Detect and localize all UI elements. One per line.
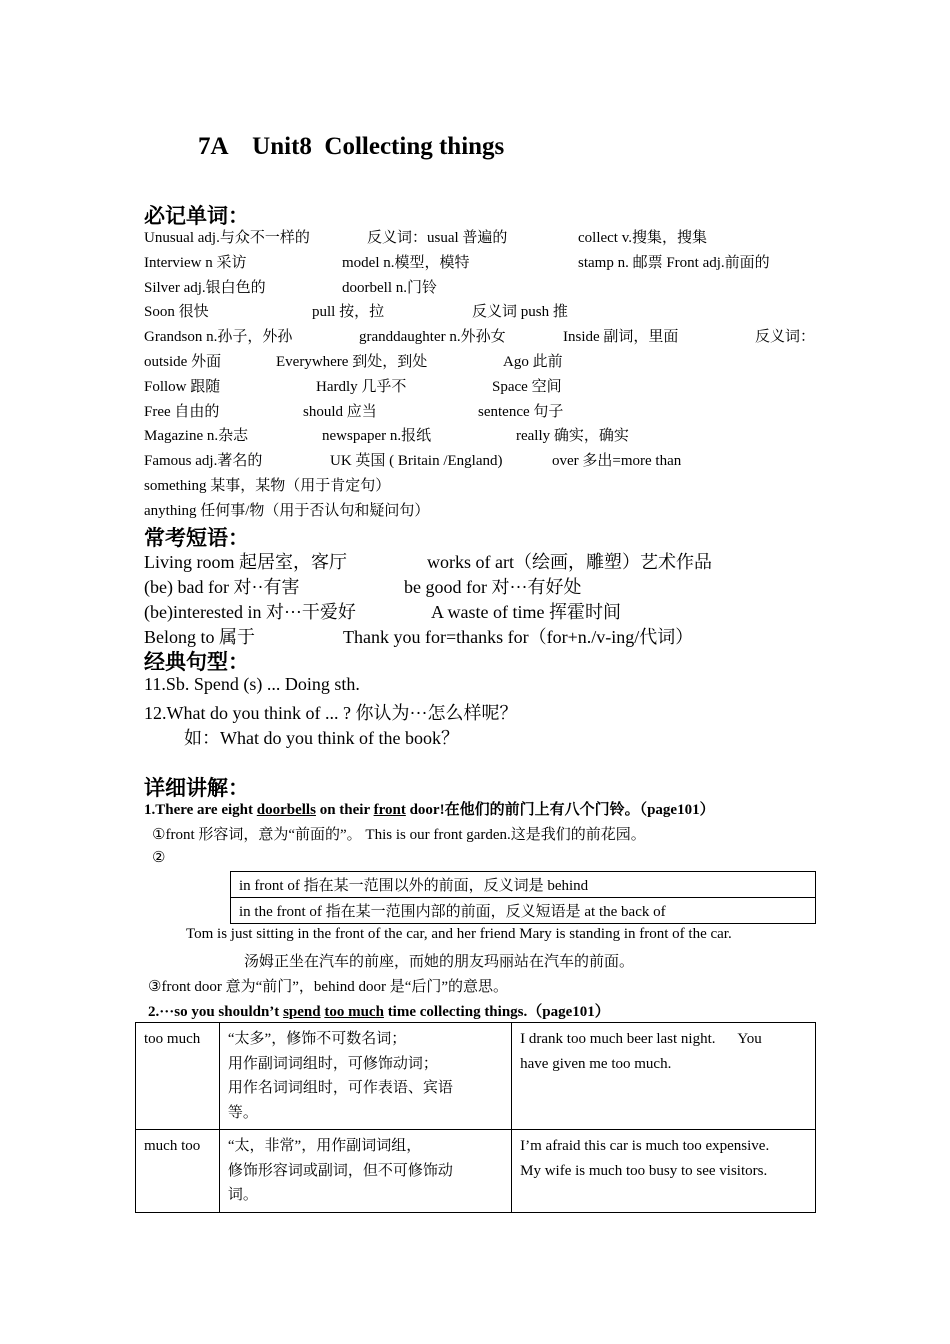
vocab-entry: Follow 跟随 [144, 378, 221, 395]
detail-item-2 [148, 1000, 610, 1022]
example-sentence-en: Tom is just sitting in the front of the car, and her friend Mary is standing in front of the car. [186, 926, 732, 942]
vocab-entry: 反义词：usual 普遍的 [367, 230, 508, 246]
vocab-entry: pull 按，拉 [312, 304, 385, 321]
vocab-entry: Hardly 几乎不 [316, 378, 407, 395]
example-cell [512, 1130, 816, 1213]
vocab-entry: stamp n. 邮票 Front adj.前面的 [578, 254, 770, 271]
vocab-entry: 反义词 push 推 [472, 304, 568, 321]
vocab-entry: 反义词： [755, 329, 816, 346]
explain-cell [219, 1023, 511, 1130]
vocab-entry: collect v.搜集，搜集 [578, 230, 708, 246]
explain-line: 等。 [227, 1104, 258, 1121]
vocab-entry: Ago 此前 [503, 354, 563, 370]
phrase-entry: Thank you for=thanks for（for+n./v-ing/代词） [343, 627, 694, 647]
section-heading-phrases: 常考短语： [144, 526, 249, 550]
vocab-entry: Grandson n.孙子，外孙 [144, 329, 293, 346]
example-line: have given me too much. [520, 1055, 672, 1072]
too-much-vs-much-too-table [135, 1022, 816, 1213]
explain-line: “太多”，修饰不可数名词； [227, 1031, 407, 1047]
vocab-entry: model n.模型，模特 [342, 254, 470, 271]
phrase-entry: Belong to 属于 [144, 627, 255, 647]
note-1: ①front 形容词，意为“前面的”。 This is our front garden.这是我们的前花园。 [152, 827, 646, 843]
table-cell: in front of 指在某一范围以外的前面，反义词是 behind [231, 872, 816, 898]
vocab-entry: Magazine n.杂志 [144, 428, 249, 445]
underlined-word: doorbells [256, 802, 316, 818]
example-cell [512, 1023, 816, 1130]
term-cell: much too [136, 1130, 220, 1213]
table-row [231, 898, 816, 924]
vocab-entry: Everywhere 到处，到处 [276, 354, 428, 370]
sentence-example: 如：What do you think of the book？ [184, 728, 459, 748]
detail-item-1-prefix: 1.There are eight [144, 802, 257, 818]
sentence-pattern: 12.What do you think of ... ? 你认为···怎么样呢？ [144, 703, 518, 723]
explain-line: 用作副词词组时，可修饰动词； [227, 1055, 438, 1072]
detail-item-2-suffix: time collecting things.（page101） [383, 1004, 610, 1020]
phrase-entry: (be) bad for 对··有害 [144, 577, 300, 597]
vocab-entry: should 应当 [303, 403, 377, 420]
phrase-entry: (be)interested in 对···干爱好 [144, 602, 356, 622]
vocab-entry: something 某事，某物（用于肯定句） [144, 478, 391, 494]
explain-line: 词。 [227, 1187, 258, 1203]
example-line: I’m afraid this car is much too expensive. [520, 1138, 770, 1154]
vocab-entry: newspaper n.报纸 [322, 428, 432, 445]
sentence-pattern: 11.Sb. Spend (s) ... Doing sth. [144, 674, 360, 694]
vocab-entry: UK 英国 ( Britain /England) [330, 453, 503, 470]
vocab-entry: Inside 副词，里面 [563, 329, 679, 346]
page-title: 7A Unit8 Collecting things [198, 133, 505, 160]
vocab-entry: really 确实，确实 [516, 428, 629, 445]
front-usage-table [230, 871, 816, 924]
phrase-entry: works of art（绘画，雕塑）艺术作品 [427, 552, 712, 572]
vocab-entry: outside 外面 [144, 354, 222, 370]
explain-line: 用作名词词组时，可作表语、宾语 [227, 1080, 453, 1096]
term-cell: too much [136, 1023, 220, 1130]
table-cell: in the front of 指在某一范围内部的前面，反义短语是 at the back of [231, 898, 816, 924]
detail-item-1-suffix: door!在他们的前门上有八个门铃。（page101） [405, 802, 715, 818]
table-row [231, 872, 816, 898]
explain-line: “太，非常”，用作副词词组， [227, 1138, 422, 1154]
section-heading-sentences: 经典句型： [144, 650, 249, 674]
explain-cell [219, 1130, 511, 1213]
note-3: ③front door 意为“前门”，behind door 是“后门”的意思。 [148, 979, 509, 995]
detail-item-2-prefix: 2.···so you shouldn’t [148, 1004, 284, 1020]
vocab-entry: Unusual adj.与众不一样的 [144, 230, 310, 246]
vocab-entry: anything 任何事/物（用于否认句和疑问句） [144, 502, 430, 519]
note-2: ② [152, 850, 166, 866]
vocab-entry: Silver adj.银白色的 [144, 279, 266, 296]
section-heading-vocab: 必记单词： [144, 204, 249, 228]
vocab-entry: doorbell n.门铃 [342, 279, 437, 296]
vocab-entry: Soon 很快 [144, 304, 209, 321]
phrase-entry: be good for 对···有好处 [404, 577, 582, 597]
underlined-word: spend [283, 1004, 321, 1020]
underlined-word: too much [324, 1004, 384, 1020]
vocab-entry: sentence 句子 [478, 403, 564, 420]
vocab-entry: Famous adj.著名的 [144, 453, 263, 470]
underlined-word: front [373, 802, 406, 818]
detail-item-1-mid: on their [315, 802, 374, 818]
table-row [136, 1130, 816, 1213]
section-heading-detail: 详细讲解： [144, 776, 249, 800]
detail-item-1 [144, 798, 715, 820]
vocab-entry: Interview n 采访 [144, 254, 247, 271]
example-sentence-cn: 汤姆正坐在汽车的前座，而她的朋友玛丽站在汽车的前面。 [244, 954, 635, 970]
explain-line: 修饰形容词或副词，但不可修饰动 [227, 1162, 453, 1179]
table-row [136, 1023, 816, 1130]
vocab-entry: Space 空间 [492, 378, 562, 395]
phrase-entry: Living room 起居室，客厅 [144, 552, 347, 572]
vocab-entry: granddaughter n.外孙女 [359, 329, 506, 346]
vocab-entry: over 多出=more than [552, 453, 682, 470]
phrase-entry: A waste of time 挥霍时间 [431, 602, 621, 622]
example-line: I drank too much beer last night. You [520, 1031, 762, 1047]
example-line: My wife is much too busy to see visitors. [520, 1162, 768, 1179]
vocab-entry: Free 自由的 [144, 403, 220, 420]
